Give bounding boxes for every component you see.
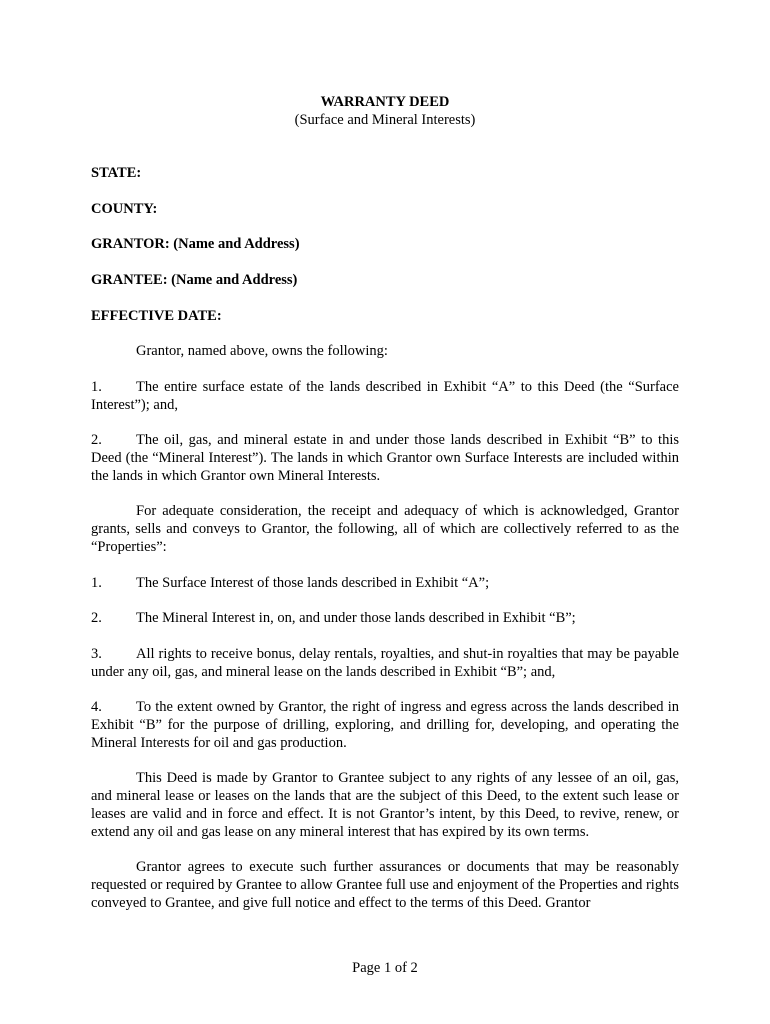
- property-item-3: [91, 646, 679, 682]
- property-item-number: 3.: [91, 645, 102, 662]
- owned-item-2: [91, 432, 679, 485]
- county-field: COUNTY:: [91, 200, 158, 217]
- owned-item-text: The entire surface estate of the lands described in Exhibit “A” to this Deed (the “Surface Interest”); and,: [91, 378, 679, 413]
- document-title: WARRANTY DEED: [320, 94, 450, 110]
- property-item-text: The Mineral Interest in, on, and under those lands described in Exhibit “B”;: [136, 610, 576, 627]
- consideration-paragraph: For adequate consideration, the receipt and adequacy of which is acknowledged, Grantor grants, sells and conveys to Grantor, the following, all of which are collectively referred to as the “Properties”:: [91, 503, 679, 555]
- grantor-field: GRANTOR: (Name and Address): [91, 236, 300, 253]
- property-item-number: 4.: [91, 699, 102, 716]
- document-body: [91, 94, 679, 913]
- owned-item-text: The oil, gas, and mineral estate in and under those lands described in Exhibit “B” to this Deed (the “Mineral Interest”). The lands in which Grantor own Surface Interests are included within the lands in which Grantor own Mineral Interests.: [91, 432, 679, 484]
- assurances-paragraph: Grantor agrees to execute such further assurances or documents that may be reasonably requested or required by Grantee to allow Grantee full use and enjoyment of the Properties and rights conveyed to Grantee, and give full notice and effect to the terms of this Deed. Grantor: [91, 859, 679, 911]
- property-item-number: 1.: [91, 574, 102, 591]
- property-item-1: [91, 575, 679, 593]
- property-item-number: 2.: [91, 610, 102, 627]
- property-item-4: [91, 699, 679, 752]
- document-subtitle: (Surface and Mineral Interests): [294, 111, 476, 128]
- property-item-text: All rights to receive bonus, delay rentals, royalties, and shut-in royalties that may be payable under any oil, gas, and mineral lease on the lands described in Exhibit “B”; and,: [91, 645, 679, 680]
- state-field: STATE:: [91, 165, 142, 182]
- owned-item-number: 1.: [91, 378, 102, 395]
- owned-item-number: 2.: [91, 432, 102, 449]
- effective-date-field: EFFECTIVE DATE:: [91, 307, 222, 324]
- property-item-2: [91, 610, 679, 628]
- property-item-text: The Surface Interest of those lands described in Exhibit “A”;: [136, 574, 490, 591]
- grantee-field: GRANTEE: (Name and Address): [91, 271, 298, 288]
- property-item-text: To the extent owned by Grantor, the right of ingress and egress across the lands described in Exhibit “B” for the purpose of drilling, exploring, and drilling for, developing, and operating the Mineral Interests for oil and gas production.: [91, 699, 679, 751]
- intro-paragraph: Grantor, named above, owns the following:: [136, 343, 388, 360]
- owned-item-1: [91, 379, 679, 415]
- subject-paragraph: This Deed is made by Grantor to Grantee subject to any rights of any lessee of an oil, gas, and mineral lease or leases on the lands that are the subject of this Deed, to the extent such lease or leases are valid and in force and effect. It is not Grantor’s intent, by this Deed, to revive, renew, or extend any oil and gas lease on any mineral interest that has expired by its own terms.: [91, 770, 679, 840]
- page-number: Page 1 of 2: [352, 960, 418, 976]
